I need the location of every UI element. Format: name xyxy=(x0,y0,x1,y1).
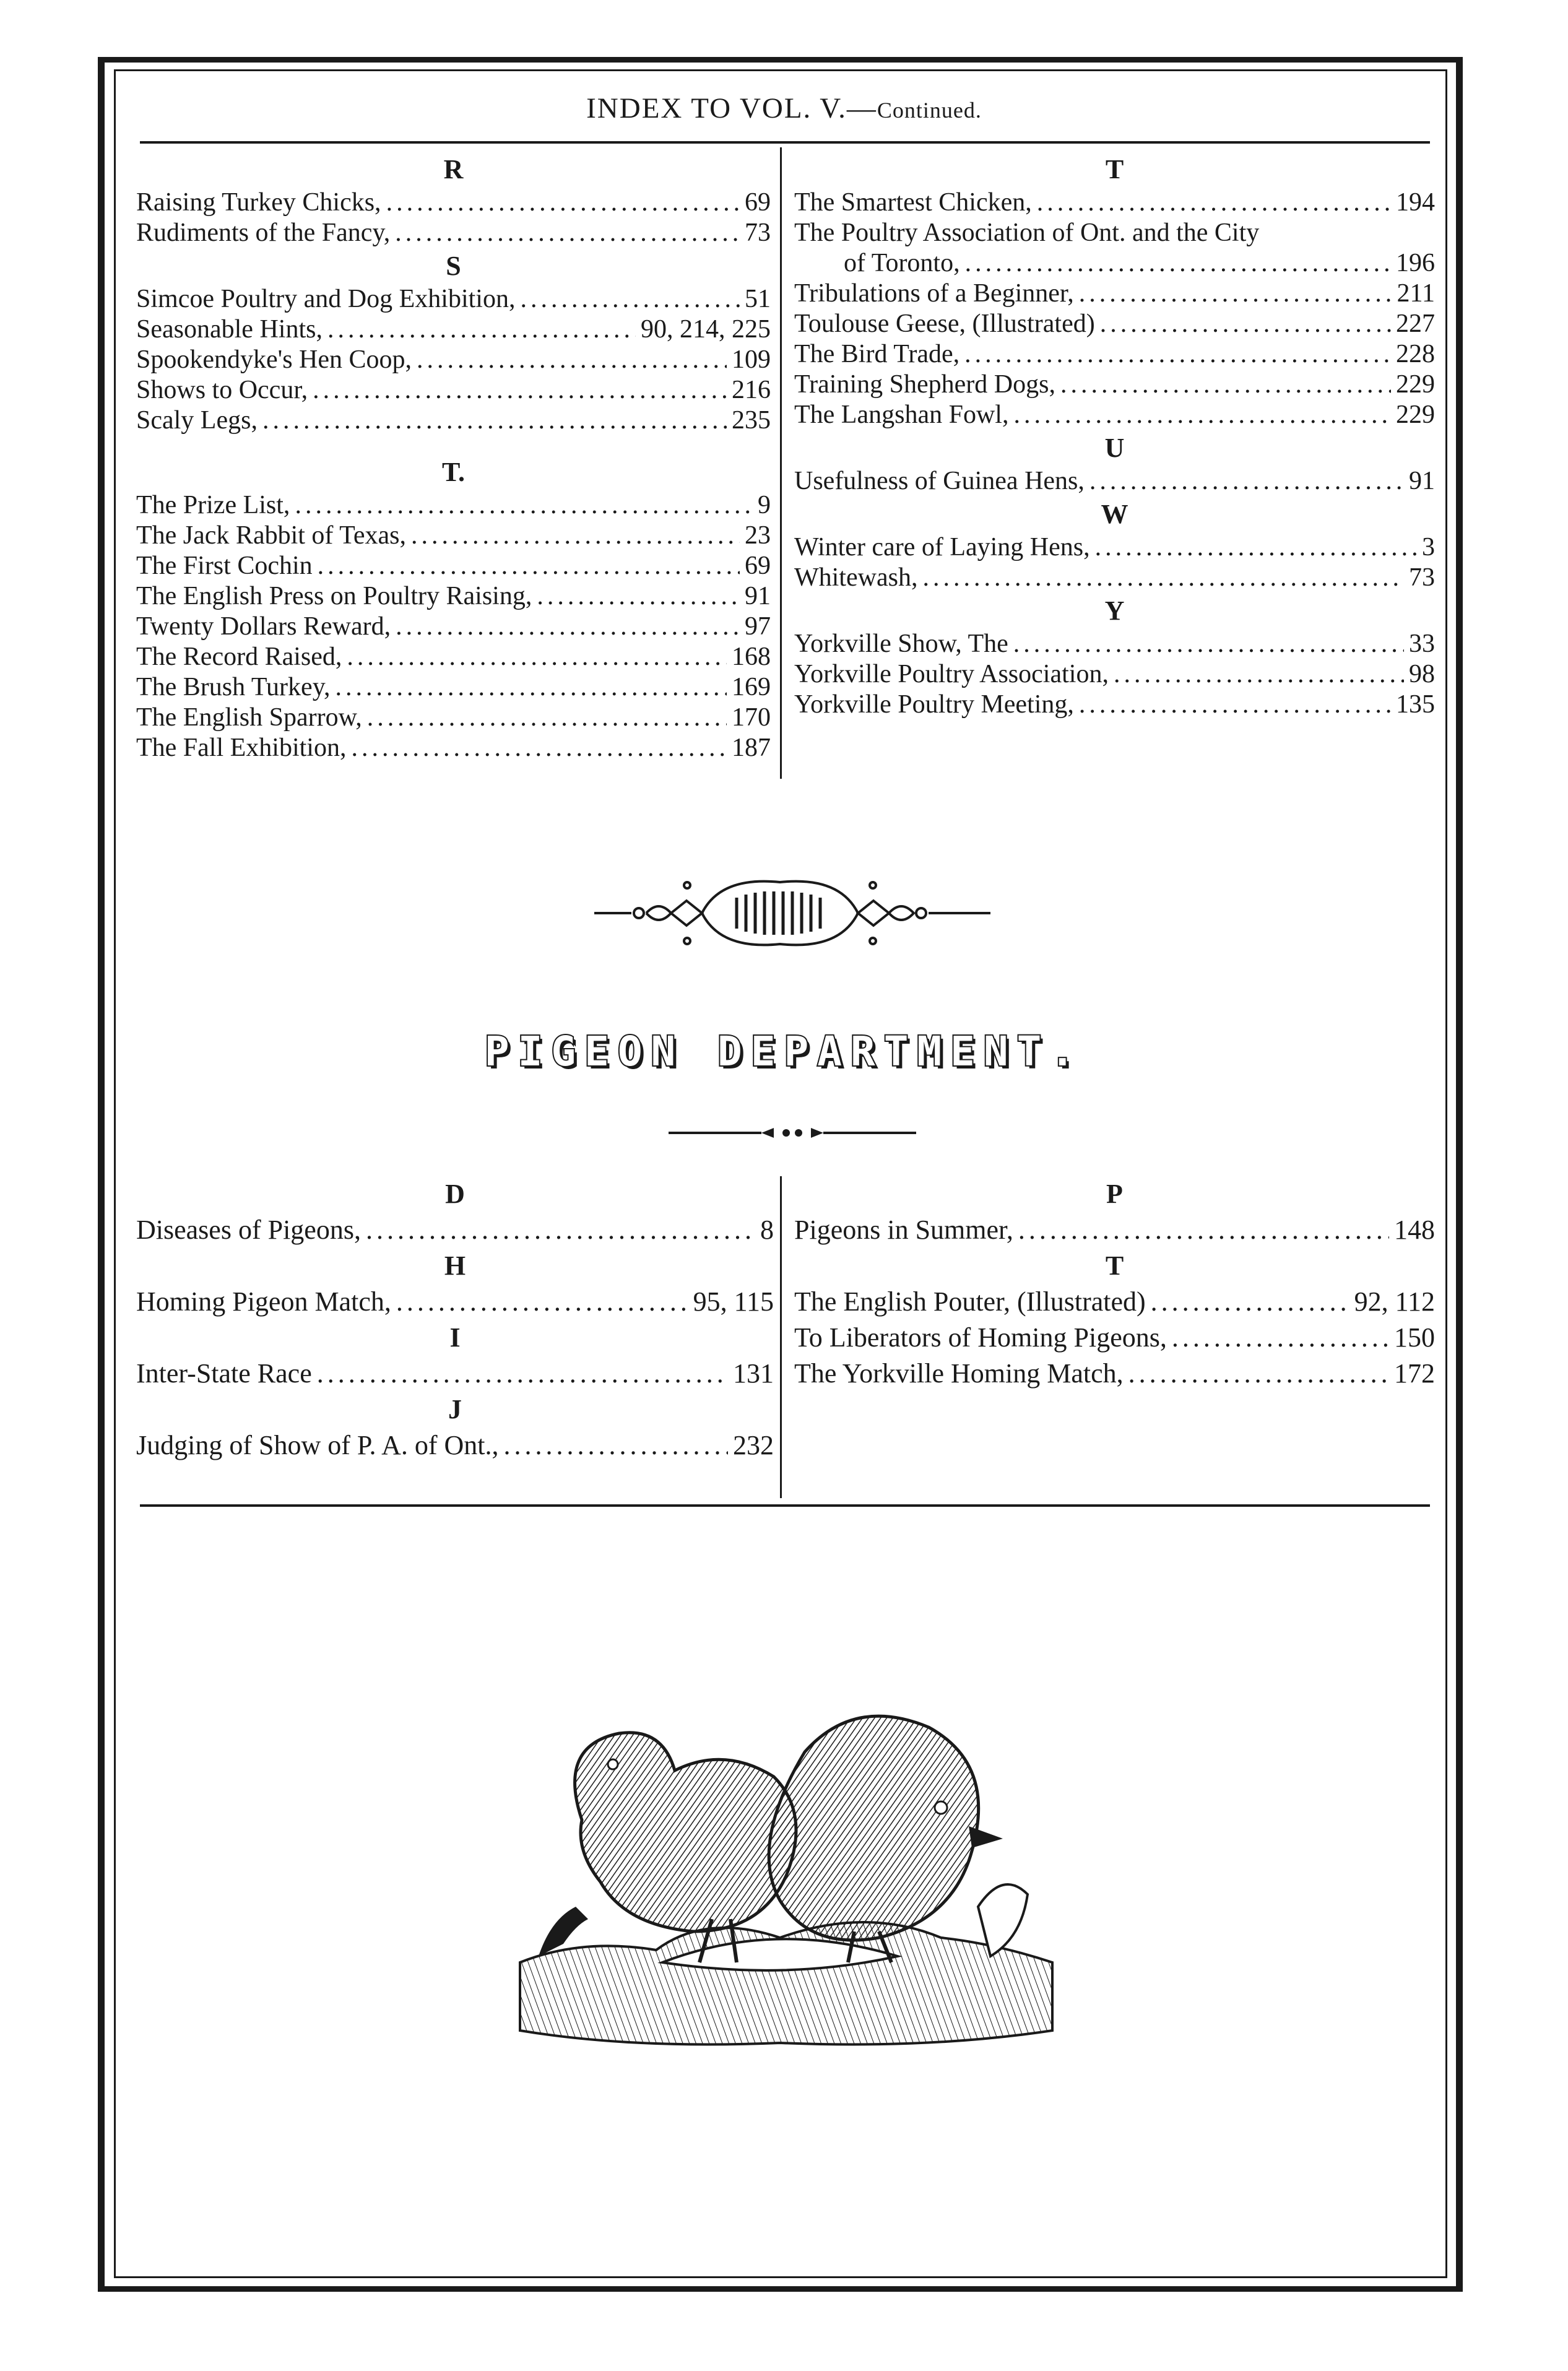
page-title xyxy=(0,92,1568,125)
index-entry: The English Pouter, (Illustrated) ..... 92, 112 xyxy=(794,1284,1435,1320)
column-divider xyxy=(780,147,782,779)
index-entry: of Toronto, ..... 196 xyxy=(794,248,1435,279)
section-letter: J xyxy=(448,1394,462,1424)
index-entry: The Brush Turkey, ..... 169 xyxy=(136,672,771,703)
index-entry: Tribulations of a Beginner, ..... 211 xyxy=(794,279,1435,309)
index-entry: Diseases of Pigeons, ..... 8 xyxy=(136,1212,774,1248)
section-letter: R xyxy=(443,154,464,184)
index-entry: To Liberators of Homing Pigeons, ..... 150 xyxy=(794,1320,1435,1356)
index-entry: Inter-State Race ..... 131 xyxy=(136,1356,774,1392)
index-entry: The Smartest Chicken, ..... 194 xyxy=(794,188,1435,218)
index-entry: The Jack Rabbit of Texas, ..... 23 xyxy=(136,521,771,551)
pigeon-left-column xyxy=(136,1176,774,1463)
section-letter: I xyxy=(449,1322,461,1353)
header-rule xyxy=(140,141,1430,144)
section-letter: P xyxy=(1106,1179,1123,1209)
section-letter: D xyxy=(445,1179,465,1209)
pigeon-department-title: PIGEON DEPARTMENT. xyxy=(484,1028,1084,1075)
pigeon-bottom-rule xyxy=(140,1504,1430,1507)
index-entry: The English Sparrow, ..... 170 xyxy=(136,703,771,733)
index-entry: Yorkville Poultry Association, ..... 98 xyxy=(794,659,1435,690)
title-main: INDEX TO VOL. V.— xyxy=(586,92,877,124)
title-continued: Continued. xyxy=(877,98,982,123)
chicks-hatching-illustration xyxy=(508,1671,1065,2055)
index-entry: Rudiments of the Fancy, ..... 73 xyxy=(136,218,771,248)
index-entry: The English Press on Poultry Raising, ..... 91 xyxy=(136,581,771,612)
index-entry: Yorkville Poultry Meeting, ..... 135 xyxy=(794,690,1435,720)
index-entry: The Prize List, ..... 9 xyxy=(136,490,771,521)
index-entry: Usefulness of Guinea Hens, ..... 91 xyxy=(794,466,1435,496)
section-letter: Y xyxy=(1104,596,1125,626)
index-entry: Judging of Show of P. A. of Ont., ..... 232 xyxy=(136,1428,774,1463)
section-letter: T xyxy=(1105,1251,1124,1281)
index-entry: Spookendyke's Hen Coop, ..... 109 xyxy=(136,345,771,375)
index-right-column xyxy=(794,152,1435,720)
index-entry: Scaly Legs, ..... 235 xyxy=(136,405,771,436)
section-letter: T xyxy=(1105,154,1124,184)
section-letter: S xyxy=(446,251,461,281)
index-entry: The Bird Trade, ..... 228 xyxy=(794,339,1435,370)
index-entry: Pigeons in Summer, ..... 148 xyxy=(794,1212,1435,1248)
index-entry: Whitewash, ..... 73 xyxy=(794,563,1435,593)
index-entry: Twenty Dollars Reward, ..... 97 xyxy=(136,612,771,642)
pigeon-column-divider xyxy=(780,1176,782,1498)
index-entry: Toulouse Geese, (Illustrated) ..... 227 xyxy=(794,309,1435,339)
index-entry: Seasonable Hints, ..... 90, 214, 225 xyxy=(136,314,771,345)
index-entry: The First Cochin ..... 69 xyxy=(136,551,771,581)
index-entry: Training Shepherd Dogs, ..... 229 xyxy=(794,370,1435,400)
section-letter: U xyxy=(1104,433,1125,463)
index-entry: The Fall Exhibition, ..... 187 xyxy=(136,733,771,763)
index-entry: Shows to Occur, ..... 216 xyxy=(136,375,771,405)
index-entry: Yorkville Show, The ..... 33 xyxy=(794,629,1435,659)
section-letter: T. xyxy=(441,457,466,487)
index-entry: Homing Pigeon Match, ..... 95, 115 xyxy=(136,1284,774,1320)
section-letter: H xyxy=(444,1251,466,1281)
index-entry: The Poultry Association of Ont. and the City xyxy=(794,219,1260,247)
index-entry: The Yorkville Homing Match, ..... 172 xyxy=(794,1356,1435,1392)
index-left-column xyxy=(136,152,771,763)
scroll-ornament xyxy=(594,867,990,960)
index-entry: Winter care of Laying Hens, ..... 3 xyxy=(794,532,1435,563)
section-letter: W xyxy=(1101,499,1128,529)
index-entry: The Langshan Fowl, ..... 229 xyxy=(794,400,1435,430)
pigeon-right-column xyxy=(794,1176,1435,1392)
index-entry: Raising Turkey Chicks, ..... 69 xyxy=(136,188,771,218)
dash-ornament xyxy=(669,1120,916,1145)
index-entry: The Record Raised, ..... 168 xyxy=(136,642,771,672)
index-entry: Simcoe Poultry and Dog Exhibition, ..... 51 xyxy=(136,284,771,314)
